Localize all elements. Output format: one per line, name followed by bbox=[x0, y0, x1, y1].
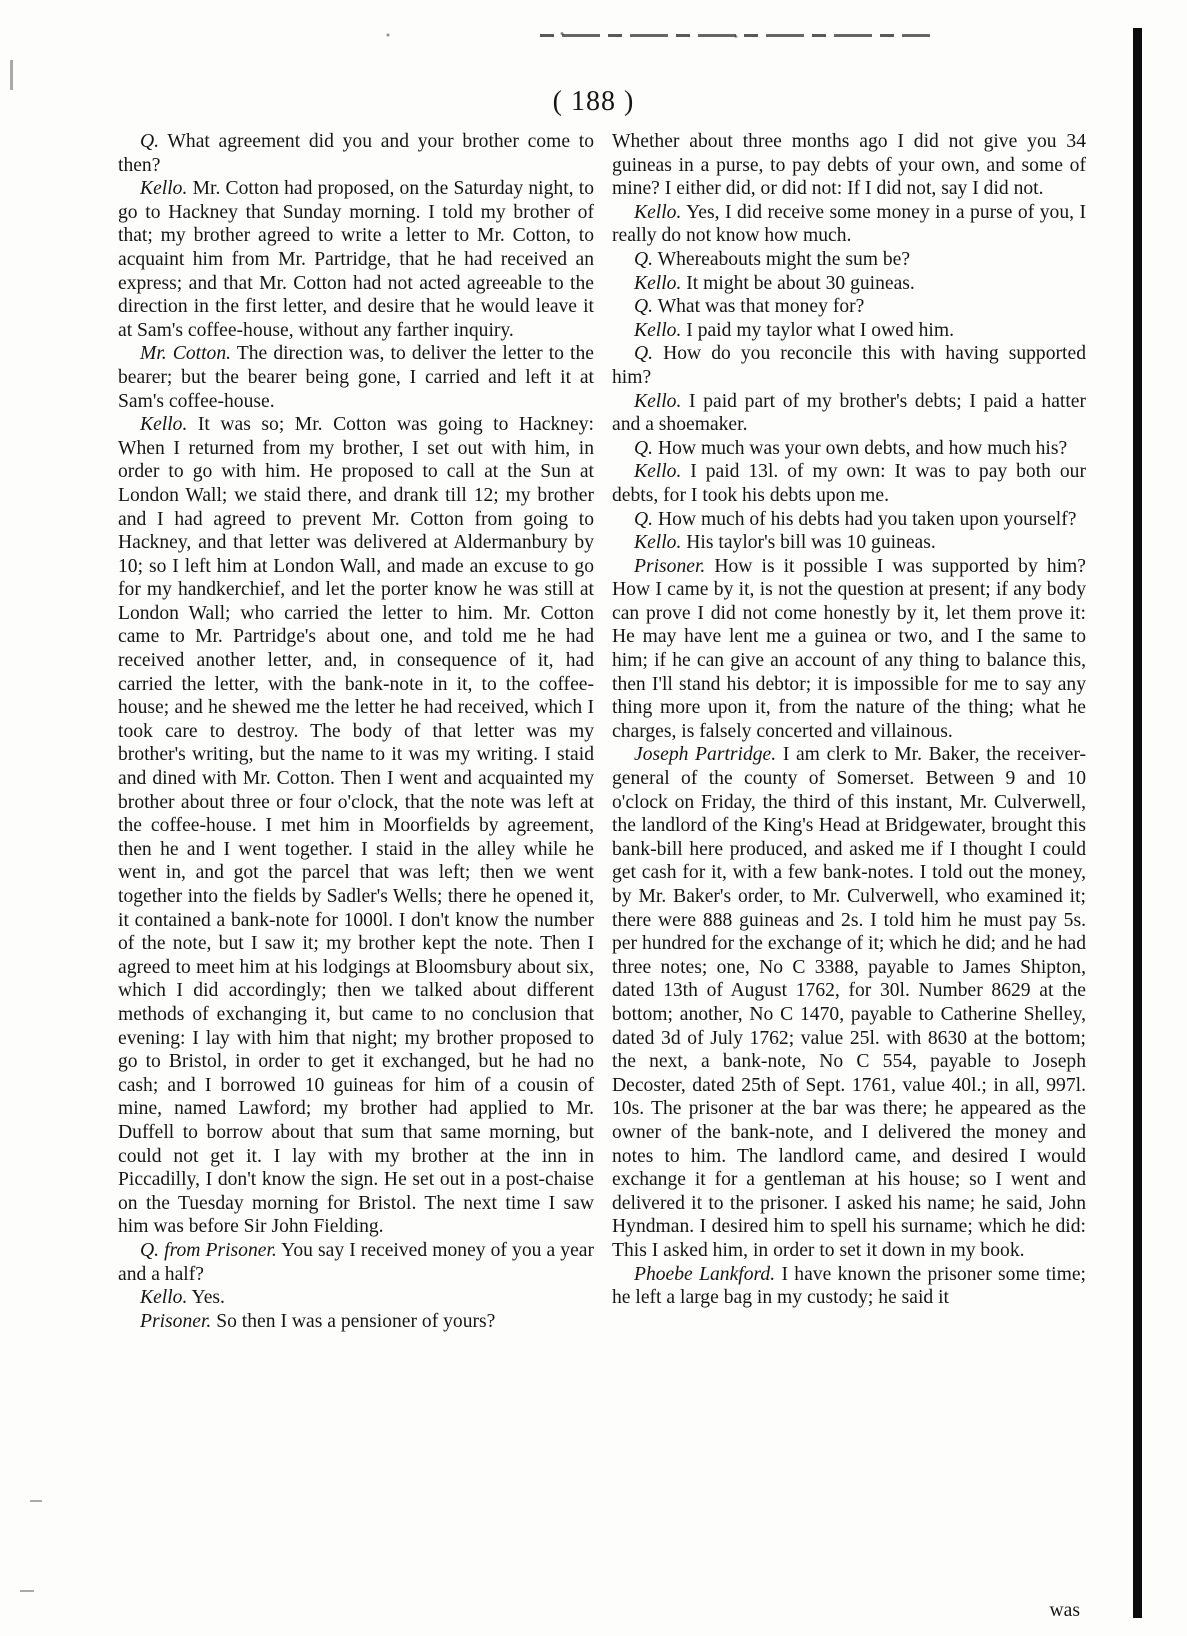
speaker-label: Q. bbox=[634, 508, 654, 530]
scan-rule bbox=[540, 34, 930, 37]
paragraph-text: Whereabouts might the sum be? bbox=[657, 248, 911, 270]
margin-mark bbox=[20, 1590, 34, 1592]
paragraph-text: How much was your own debts, and how much his? bbox=[657, 437, 1068, 459]
paragraph-text: What agreement did you and your brother come to then? bbox=[118, 131, 594, 176]
paragraph-text: Mr. Cotton had proposed, on the Saturday night, to go to Hackney that Sunday morning. I told my brother of that; my brother agreed to write a letter to Mr. Cotton, to acquaint him from Mr. Partridge, that he had received an express; and that Mr. Cotton had not acted agreeable to the direction in the first letter, and desire that he would leave it at Sam's coffee-house, without any farther inquiry. bbox=[118, 178, 594, 341]
speaker-label: Q. bbox=[634, 343, 654, 365]
speaker-label: Kello. bbox=[634, 390, 682, 412]
speaker-label: Q. bbox=[634, 248, 654, 270]
paragraph-text: I am clerk to Mr. Baker, the receiver-general of the county of Somerset. Between 9 and 10 o'clock on Friday, the third of this instant, Mr. Culverwell, the landlord of the King's Head at Bridgewater, brought this bank-bill here produced, and asked me if I thought I could get cash for it, with a few bank-notes. I told out the money, by Mr. Baker's order, to Mr. Culverwell, who examined it; there were 888 guineas and 2s. I told him he must pay 5s. per hundred for the exchange of it; which he did; and he had three notes; one, No C 3388, payable to James Shipton, dated 13th of August 1762, for 30l. Number 8629 at the bottom; another, No C 1470, payable to Catherine Shelley, dated 3d of July 1762; value 25l. with 8630 at the bottom; the next, a bank-note, No C 554, payable to Joseph Decoster, dated 25th of Sept. 1761, value 40l.; in all, 997l. 10s. The prisoner at the bar was there; he appeared as the owner of the bank-note, and I delivered the money and notes to him. The landlord came, and desired I would exchange it for a gentleman at his house; so I went and delivered it to the prisoner. I asked his name; he said, John Hyndman. I desired him to spell his surname; which he did: This I asked him, in order to set it down in my book. bbox=[612, 744, 1086, 1261]
paragraph bbox=[118, 1310, 594, 1334]
paragraph bbox=[612, 201, 1086, 248]
paragraph-text: So then I was a pensioner of yours? bbox=[216, 1310, 496, 1332]
paragraph bbox=[612, 555, 1086, 744]
paragraph bbox=[118, 177, 594, 342]
speaker-label: Q. bbox=[634, 296, 654, 318]
speaker-label: Phoebe Lankford. bbox=[634, 1263, 776, 1285]
speaker-label: Kello. bbox=[634, 532, 682, 554]
paragraph-text: How is it possible I was supported by him? How I came by it, is not the question at present; if any body can prove I did not come honestly by it, let them prove it: He may have lent me a guinea or two, and I the same to him; if he can give an account of any thing to balance this, then I'll stand his debtor; it is impossible for me to say any thing more upon it, from the nature of the thing; what he charges, is falsely concerted and villainous. bbox=[612, 555, 1086, 742]
paragraph bbox=[612, 1263, 1086, 1310]
speaker-label: Prisoner. bbox=[634, 555, 706, 577]
speaker-label: Joseph Partridge. bbox=[634, 744, 777, 766]
left-column bbox=[118, 130, 594, 1333]
paragraph bbox=[118, 413, 594, 1239]
paragraph bbox=[612, 272, 1086, 296]
paragraph bbox=[612, 319, 1086, 343]
speaker-label: Kello. bbox=[140, 178, 188, 200]
speaker-label: Q. from Prisoner. bbox=[140, 1239, 277, 1261]
page-edge-shadow bbox=[1133, 28, 1142, 1618]
speaker-label: Q. bbox=[140, 131, 160, 152]
paragraph-text: What was that money for? bbox=[657, 296, 865, 318]
speaker-label: Kello. bbox=[634, 201, 682, 223]
paragraph-text: His taylor's bill was 10 guineas. bbox=[686, 532, 936, 554]
speaker-label: Kello. bbox=[634, 461, 682, 483]
paragraph bbox=[612, 130, 1086, 201]
page-number: ( 188 ) bbox=[552, 86, 635, 117]
right-column bbox=[612, 130, 1086, 1310]
paragraph bbox=[612, 437, 1086, 461]
paragraph bbox=[118, 1286, 594, 1310]
speaker-label: Kello. bbox=[140, 414, 188, 436]
paragraph-text: How much of his debts had you taken upon yourself? bbox=[657, 508, 1077, 530]
paragraph-text: The direction was, to deliver the letter to the bearer; but the bearer being gone, I carried and left it at Sam's coffee-house. bbox=[118, 343, 594, 412]
paragraph-text: Yes. bbox=[191, 1287, 225, 1309]
paragraph bbox=[612, 248, 1086, 272]
paragraph bbox=[612, 342, 1086, 389]
speaker-label: Kello. bbox=[140, 1287, 188, 1309]
paragraph-text: I paid part of my brother's debts; I paid a hatter and a shoemaker. bbox=[612, 390, 1086, 436]
paragraph bbox=[612, 390, 1086, 437]
speaker-label: Q. bbox=[634, 437, 654, 459]
paragraph-text: I have known the prisoner some time; he left a large bag in my custody; he said it bbox=[612, 1263, 1086, 1309]
speaker-label: Prisoner. bbox=[140, 1310, 212, 1332]
paragraph bbox=[612, 531, 1086, 555]
paragraph-text: How do you reconcile this with having supported him? bbox=[612, 343, 1086, 388]
paragraph-text: Yes, I did receive some money in a purse of you, I really do not know how much. bbox=[612, 201, 1087, 247]
catchword: was bbox=[1049, 1600, 1080, 1621]
paragraph-text: I paid 13l. of my own: It was to pay both our debts, for I took his debts upon me. bbox=[612, 461, 1086, 506]
paragraph-text: It was so; Mr. Cotton was going to Hackney: When I returned from my brother, I set out with him, in order to go with him. He proposed to call at the Sun at London Wall; we staid there, and drank till 12; my brother and I had agreed to prevent Mr. Cotton from going to Hackney, and that letter was delivered at Aldermanbury by 10; so I left him at London Wall, and made an excuse to go for my handkerchief, and let the porter know he was still at London Wall; who carried the letter to him. Mr. Cotton came to Mr. Partridge's about one, and told me he had received another letter, and, in consequence of it, had carried the letter, with the bank-note in it, to the coffee-house; and he shewed me the letter he had received, which I took care to destroy. The body of that letter was my brother's writing, but the name to it was my writing. I staid and dined with Mr. Cotton. Then I went and acquainted my brother about three or four o'clock, that the note was left at the coffee-house. I met him in Moorfields by agreement, then he and I went together. I staid in the alley while he went in, and got the parcel that was left; then we went together into the fields by Sadler's Wells; there he opened it, it contained a bank-note for 1000l. I don't know the number of the note, but I saw it; my brother kept the note. Then I agreed to meet him at his lodgings at Bloomsbury about six, which I did accordingly; then we talked about different methods of exchanging it, but came to no conclusion that evening: I lay with him that night; my brother proposed to go to Bristol, in order to get it exchanged, but he had no cash; and I borrowed 10 guineas for him of a cousin of mine, named Lawford; my brother had applied to Mr. Duffell to borrow about that sum that same morning, but could not get it. I lay with my brother at the inn in Piccadilly, I don't know the sign. He set out in a post-chaise on the Tuesday morning for Bristol. The next time I saw him was before Sir John Fielding. bbox=[118, 414, 594, 1238]
margin-mark bbox=[30, 1500, 42, 1502]
paragraph bbox=[118, 130, 594, 177]
paragraph-text: Whether about three months ago I did not give you 34 guineas in a purse, to pay debts of your own, and some of mine? I either did, or did not: If I did not, say I did not. bbox=[612, 131, 1086, 200]
speaker-label: Mr. Cotton. bbox=[140, 343, 232, 365]
paragraph bbox=[118, 1239, 594, 1286]
paragraph-text: I paid my taylor what I owed him. bbox=[686, 319, 954, 341]
paragraph-text: You say I received money of you a year and a half? bbox=[118, 1239, 594, 1285]
speaker-label: Kello. bbox=[634, 319, 682, 341]
paragraph-text: It might be about 30 guineas. bbox=[686, 272, 915, 294]
paragraph bbox=[612, 460, 1086, 507]
paragraph bbox=[612, 295, 1086, 319]
paragraph bbox=[612, 743, 1086, 1262]
speaker-label: Kello. bbox=[634, 272, 682, 294]
paragraph bbox=[612, 508, 1086, 532]
paragraph bbox=[118, 342, 594, 413]
